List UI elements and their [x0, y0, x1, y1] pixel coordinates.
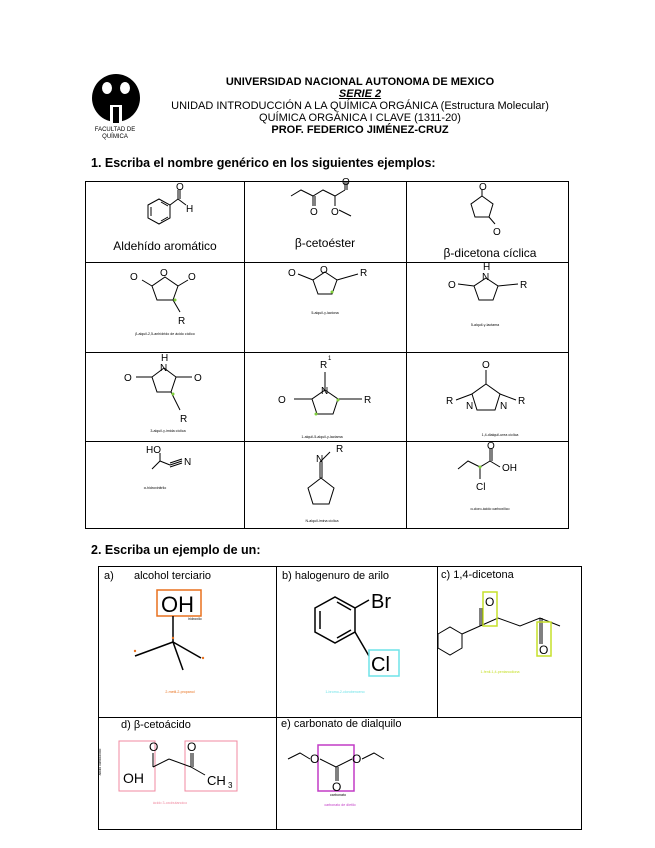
- atom-o: O: [288, 268, 296, 279]
- university-name: UNIVERSIDAD NACIONAL AUTONOMA DE MEXICO: [225, 76, 495, 88]
- o-group: O: [187, 740, 197, 754]
- atom-n: N: [316, 454, 324, 465]
- label-r1c3: β-dicetona cíclica: [443, 246, 537, 260]
- course-title: QUÍMICA ORGÁNICA I CLAVE (1311-20): [259, 112, 461, 124]
- atom-r: R: [446, 396, 454, 407]
- logo-text-line1: FACULTAD DE: [94, 127, 136, 133]
- beta-ketoacid-structure: [105, 733, 245, 803]
- atom-o: O: [487, 441, 495, 452]
- o-group: O: [332, 780, 342, 794]
- atom-r-superscript: 1: [328, 356, 332, 362]
- cyclic-diketone-structure: [458, 183, 518, 243]
- atom-o: O: [194, 373, 202, 384]
- atom-o: O: [310, 207, 318, 218]
- handwritten-r3c3: 1,4-dialquil-urea cíclica: [481, 433, 519, 437]
- atom-r: R: [360, 268, 368, 279]
- o-group: O: [539, 643, 549, 657]
- cyclic-urea-structure: [440, 360, 550, 430]
- handwritten-r4c2: N-alquil-imina cíclica: [305, 519, 339, 523]
- cl-group: Cl: [371, 654, 390, 676]
- imide-structure: [118, 352, 218, 425]
- atom-r: R: [336, 444, 344, 455]
- handwritten-d-side: ácido carboxílico: [98, 748, 102, 776]
- atom-o: O: [278, 395, 286, 406]
- section1-title: 1. Escriba el nombre genérico en los siguientes ejemplos:: [91, 156, 436, 170]
- benzaldehyde-structure: [128, 183, 208, 233]
- section2-title: 2. Escriba un ejemplo de un:: [91, 543, 261, 557]
- handwritten-r4c1: α-hidroxinitrilo: [143, 486, 167, 490]
- label-r1c1: Aldehído aromático: [113, 239, 217, 253]
- handwritten-r2c1: β-alquil-2,5-anhídrido de ácido cíclico: [135, 332, 195, 336]
- diketone-structure: [432, 586, 572, 676]
- n-alkyl-lactam-structure: [270, 352, 380, 432]
- atom-r: R: [518, 396, 526, 407]
- atom-r: R: [364, 395, 372, 406]
- o-group: O: [310, 752, 320, 766]
- atom-r: R: [520, 280, 528, 291]
- atom-n: N: [466, 401, 474, 412]
- atom-r: R: [180, 414, 188, 425]
- atom-n: N: [184, 457, 192, 468]
- atom-h: H: [483, 262, 491, 273]
- o-group: O: [485, 595, 495, 609]
- atom-n: N: [500, 401, 508, 412]
- atom-o: O: [160, 268, 168, 279]
- handwritten-a: 2-metil-2-propanol: [165, 690, 195, 694]
- handwritten-r3c2: 1-alquil-5-alquil-γ-lactama: [301, 435, 343, 439]
- atom-n: N: [321, 386, 329, 397]
- atom-o: O: [124, 373, 132, 384]
- oh-group: OH: [161, 592, 194, 617]
- o-group: O: [149, 740, 159, 754]
- chloro-acid-structure: [450, 443, 550, 493]
- atom-o: O: [331, 207, 339, 218]
- atom-h: H: [161, 353, 169, 364]
- atom-n: N: [160, 363, 168, 374]
- atom-o: O: [130, 272, 138, 283]
- item-e-title: e) carbonato de dialquilo: [281, 718, 402, 730]
- handwritten-e-note: carbonato: [330, 793, 346, 797]
- handwritten-r3c1: 3-alquil-γ-imida cíclica: [150, 429, 186, 433]
- atom-r: R: [178, 316, 186, 327]
- atom-n: N: [482, 272, 490, 283]
- atom-o: O: [493, 227, 501, 238]
- atom-o: O: [479, 182, 487, 193]
- ch3-group: CH: [207, 773, 226, 788]
- ch3-subscript: 3: [228, 781, 233, 790]
- atom-ho: HO: [146, 445, 161, 456]
- atom-h: H: [186, 204, 194, 215]
- o-group: O: [352, 752, 362, 766]
- beta-ketoester-structure: [283, 177, 373, 232]
- item-d-title: d) β-cetoácido: [121, 719, 191, 731]
- tertiary-alcohol-structure: [125, 586, 245, 696]
- atom-oh: OH: [502, 463, 517, 474]
- atom-o: O: [482, 360, 490, 371]
- handwritten-b: 1-bromo-2-clorobenceno: [325, 690, 365, 694]
- atom-o: O: [176, 182, 184, 193]
- unit-title: UNIDAD INTRODUCCIÓN A LA QUÍMICA ORGÁNICA (Estructura Molecular): [171, 100, 549, 112]
- atom-r: R: [320, 360, 328, 371]
- oh-group: OH: [123, 770, 144, 786]
- cyanohydrin-structure: [140, 443, 230, 483]
- handwritten-r2c3: 5-alquil-γ-lactama: [470, 323, 500, 327]
- professor-name: PROF. FEDERICO JIMÉNEZ-CRUZ: [271, 124, 449, 136]
- item-a-prefix: a): [104, 570, 114, 582]
- handwritten-oh-note: hidroxilo: [188, 617, 202, 621]
- br-group: Br: [371, 591, 391, 613]
- atom-cl: Cl: [476, 482, 486, 493]
- item-b-title: b) halogenuro de arilo: [282, 570, 390, 582]
- handwritten-d: ácido 3-oxobutanoico: [152, 801, 188, 805]
- handwritten-c: 1-fenil-1,4-pentanodiona: [480, 670, 520, 674]
- atom-o: O: [320, 265, 328, 276]
- handwritten-r4c3: α-cloro-ácido carboxílico: [470, 507, 510, 511]
- item-c-title: c) 1,4-dicetona: [441, 569, 514, 581]
- lactone-structure: [280, 262, 380, 312]
- aryl-halide-structure: [285, 586, 415, 686]
- atom-o: O: [448, 280, 456, 291]
- atom-o: O: [342, 177, 350, 188]
- cyclic-imine-structure: [282, 440, 362, 520]
- anhydride-structure: [120, 262, 210, 332]
- logo-text-line2: QUÍMICA: [102, 133, 128, 140]
- atom-o: O: [188, 272, 196, 283]
- item-a-title: alcohol terciario: [134, 570, 212, 582]
- series-title: SERIE 2: [338, 88, 382, 100]
- handwritten-r2c2: 5-alquil-γ-lactona: [311, 311, 339, 315]
- label-r1c2: β-cetoéster: [294, 236, 356, 250]
- lactam-structure: [440, 262, 540, 322]
- handwritten-e: carbonato de dietilo: [324, 803, 356, 807]
